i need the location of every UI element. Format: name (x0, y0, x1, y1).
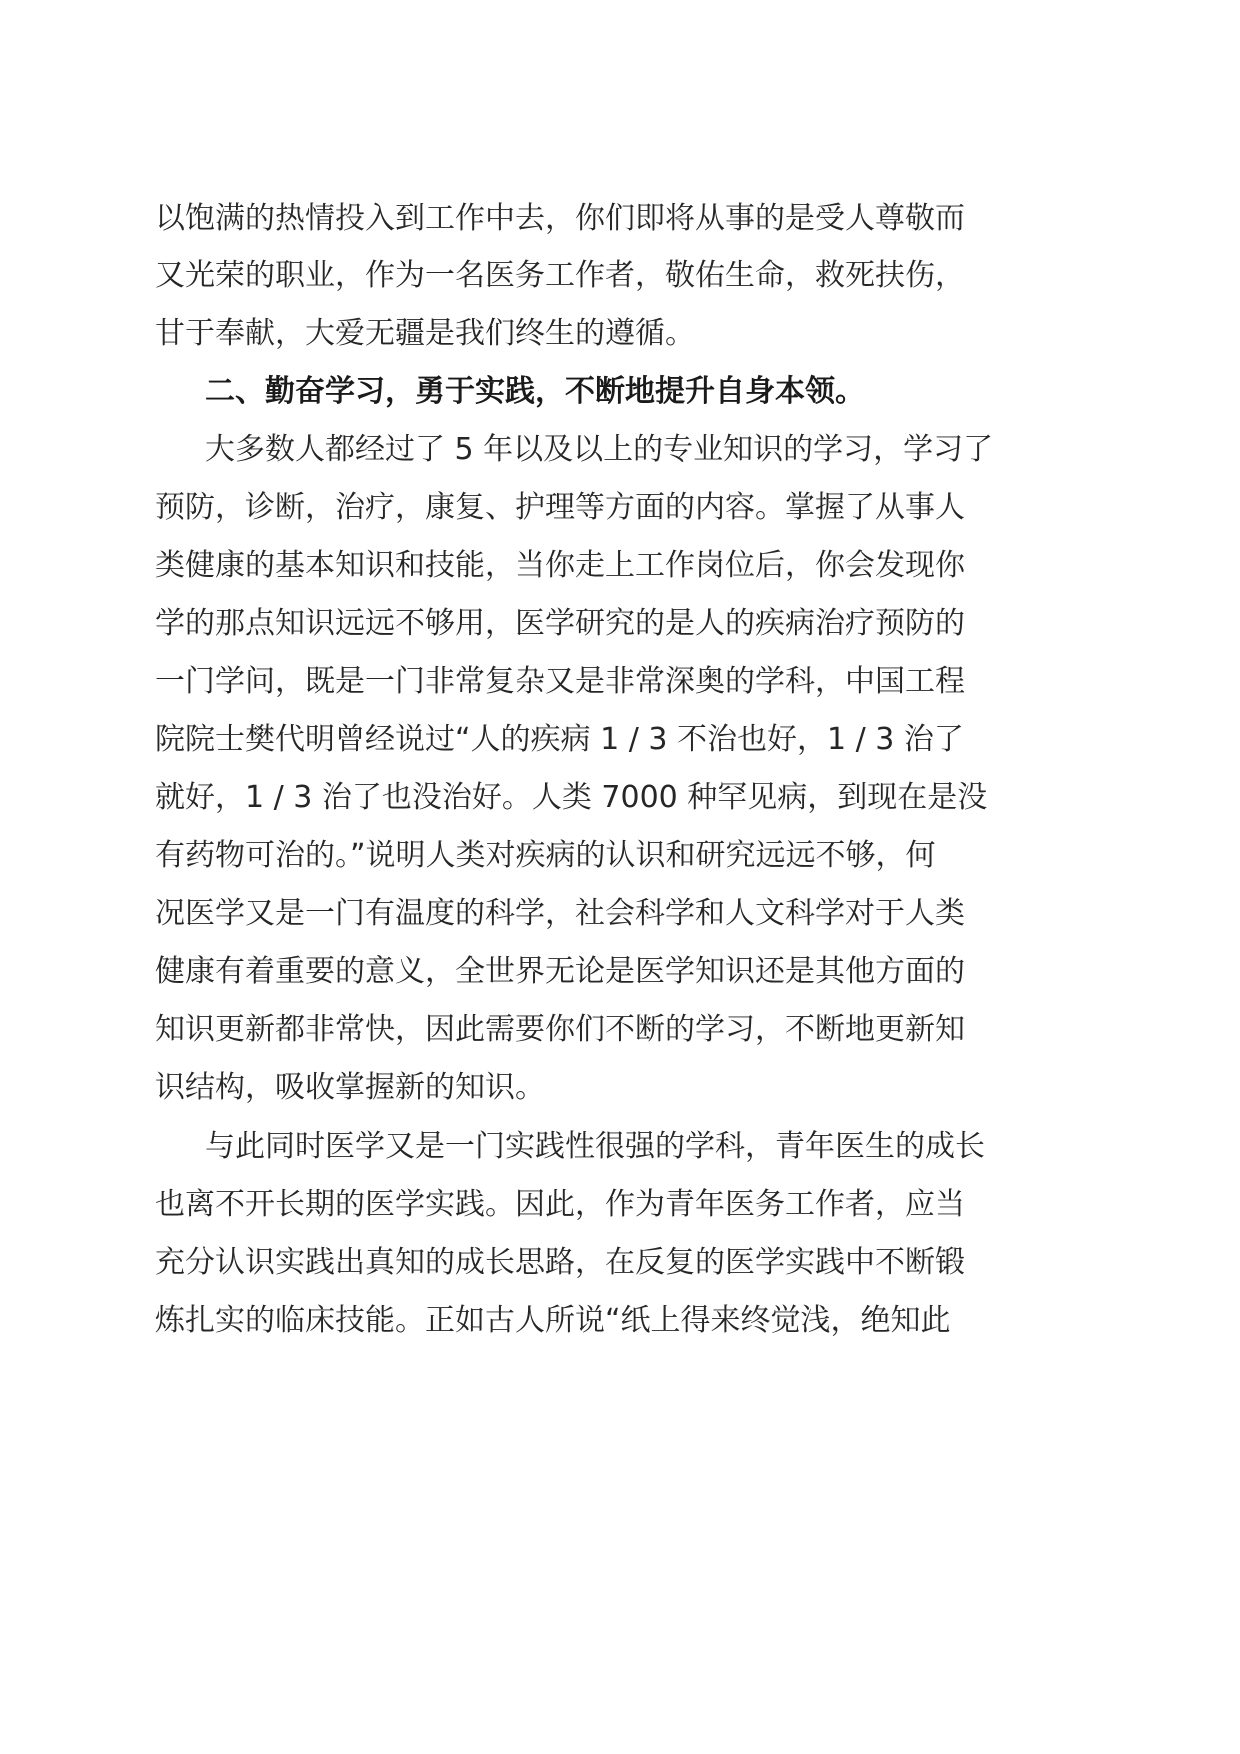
text-line: 况医学又是一门有温度的科学，社会科学和人文科学对于人类 (155, 896, 965, 931)
section-heading: 二、勤奋学习，勇于实践，不断地提升自身本领。 (205, 374, 865, 409)
text-line: 有药物可治的。”说明人类对疾病的认识和研究远远不够，何 (155, 838, 936, 873)
text-line: 炼扎实的临床技能。正如古人所说“纸上得来终觉浅，绝知此 (155, 1303, 951, 1338)
paragraph-first-line: 与此同时医学又是一门实践性很强的学科，青年医生的成长 (205, 1129, 985, 1164)
text-line: 又光荣的职业，作为一名医务工作者，敬佑生命，救死扶伤， (155, 258, 965, 293)
text-line: 健康有着重要的意义，全世界无论是医学知识还是其他方面的 (155, 954, 965, 989)
text-line: 充分认识实践出真知的成长思路，在反复的医学实践中不断锻 (155, 1245, 965, 1280)
text-line: 甘于奉献，大爱无疆是我们终生的遵循。 (155, 316, 695, 351)
document-page (155, 0, 1085, 1754)
paragraph-first-line: 大多数人都经过了 5 年以及以上的专业知识的学习，学习了 (205, 432, 994, 467)
text-line: 就好，1 / 3 治了也没治好。人类 7000 种罕见病，到现在是没 (155, 780, 988, 815)
text-line: 类健康的基本知识和技能，当你走上工作岗位后，你会发现你 (155, 548, 965, 583)
text-line: 学的那点知识远远不够用，医学研究的是人的疾病治疗预防的 (155, 606, 965, 641)
text-line: 预防，诊断，治疗，康复、护理等方面的内容。掌握了从事人 (155, 490, 965, 525)
text-line: 一门学问，既是一门非常复杂又是非常深奥的学科，中国工程 (155, 664, 965, 699)
text-line: 识结构，吸收掌握新的知识。 (155, 1070, 545, 1105)
text-line: 以饱满的热情投入到工作中去，你们即将从事的是受人尊敬而 (155, 201, 965, 236)
text-line: 院院士樊代明曾经说过“人的疾病 1 / 3 不治也好，1 / 3 治了 (155, 722, 964, 757)
text-line: 知识更新都非常快，因此需要你们不断的学习，不断地更新知 (155, 1012, 965, 1047)
text-line: 也离不开长期的医学实践。因此，作为青年医务工作者，应当 (155, 1187, 965, 1222)
